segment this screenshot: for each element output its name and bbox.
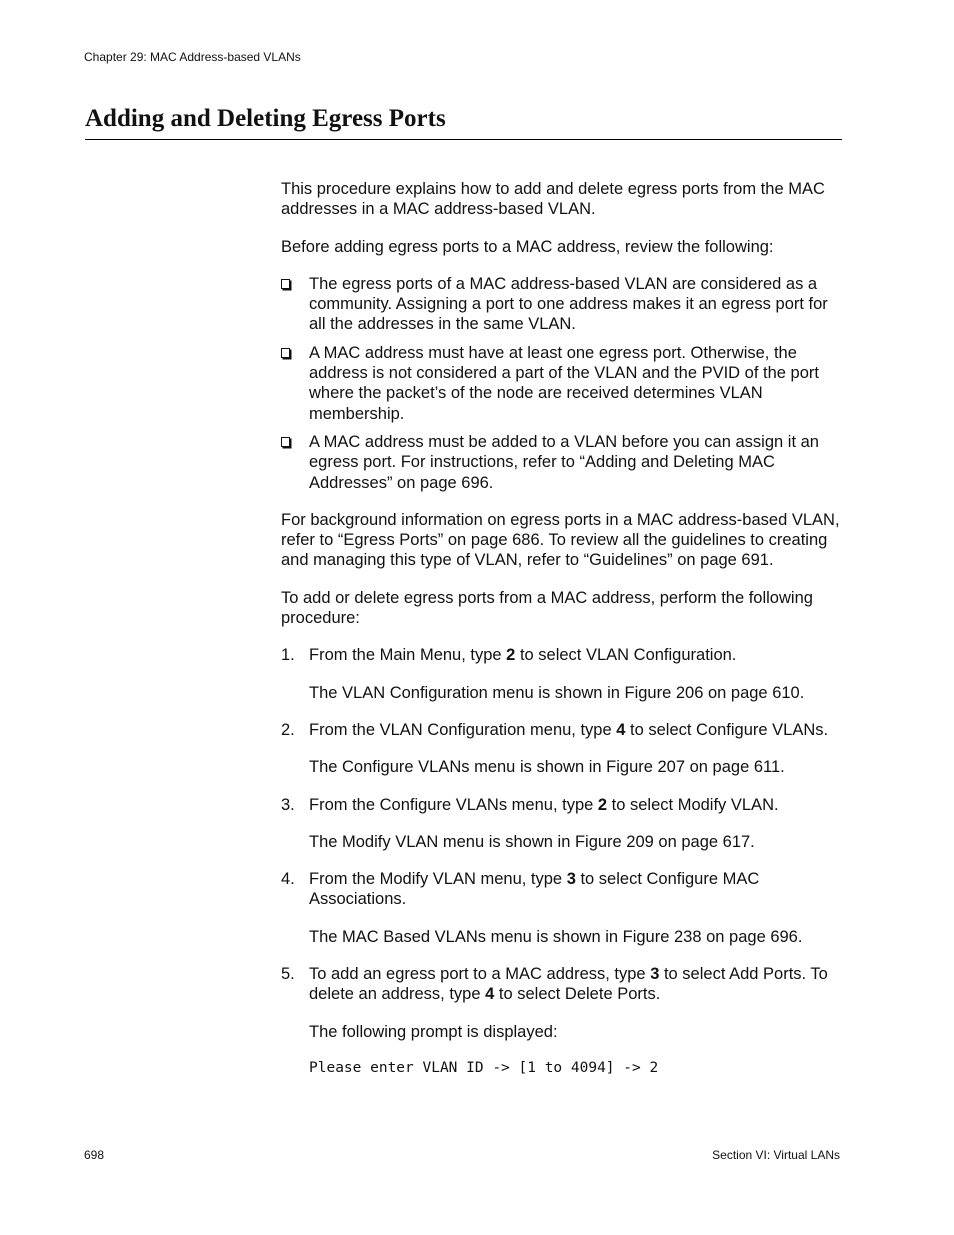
menu-key: 2: [597, 795, 608, 814]
procedure-intro: To add or delete egress ports from a MAC address, perform the following procedure:: [281, 588, 813, 628]
menu-key: 3: [650, 965, 660, 984]
step-item: 4. From the Modify VLAN menu, type 3 to select Configure MAC Associations. The MAC Based VLANs menu is shown in Figure 238 on page 696.: [281, 869, 843, 947]
procedure-steps: [281, 645, 843, 1078]
step-note: The Configure VLANs menu is shown in Figure 207 on page 611.: [309, 758, 785, 777]
review-paragraph: Before adding egress ports to a MAC address, review the following:: [281, 237, 774, 256]
list-item: A MAC address must have at least one egress port. Otherwise, the address is not considered a part of the VLAN and the PVID of the port where the packet’s of the node are received determines VLAN membership.: [281, 343, 843, 424]
menu-key: 3: [566, 870, 576, 889]
step-number: 3.: [281, 795, 295, 814]
step-item: 2. From the VLAN Configuration menu, type 4 to select Configure VLANs. The Configure VLANs menu is shown in Figure 207 on page 611.: [281, 720, 843, 778]
step-number: 5.: [281, 965, 295, 984]
step-item: 1. From the Main Menu, type 2 to select VLAN Configuration. The VLAN Configuration menu is shown in Figure 206 on page 610.: [281, 645, 843, 703]
step-item: 5. To add an egress port to a MAC address, type 3 to select Add Ports. To delete an address, type 4 to select Delete Ports. The following prompt is displayed: Please enter VLAN ID -> [1 to 4094] -> 2: [281, 964, 843, 1078]
menu-key: 4: [485, 985, 495, 1004]
background-paragraph: For background information on egress ports in a MAC address-based VLAN, refer to “Egress Ports” on page 686. To review all the guidelines to creating and managing this type of VLAN, refer to “Guidelines” on page 691.: [281, 510, 840, 570]
console-prompt: Please enter VLAN ID -> [1 to 4094] -> 2: [309, 1059, 659, 1076]
step-note: The following prompt is displayed:: [309, 1022, 558, 1041]
checkbox-bullet-icon: [281, 437, 290, 447]
title-rule: [85, 139, 842, 140]
menu-key: 4: [616, 720, 626, 739]
body-content: [281, 179, 843, 1095]
running-footer: Section VI: Virtual LANs: [712, 1148, 840, 1162]
step-note: The Modify VLAN menu is shown in Figure 209 on page 617.: [309, 832, 755, 851]
running-header: Chapter 29: MAC Address-based VLANs: [84, 50, 301, 64]
menu-key: 2: [506, 646, 516, 665]
checkbox-bullet-icon: [281, 279, 290, 289]
step-number: 1.: [281, 646, 295, 665]
guideline-list: [281, 274, 843, 493]
page-number: 698: [84, 1148, 105, 1162]
intro-paragraph: This procedure explains how to add and delete egress ports from the MAC addresses in a MAC address-based VLAN.: [281, 180, 825, 219]
list-item: A MAC address must be added to a VLAN before you can assign it an egress port. For instructions, refer to “Adding and Deleting MAC Addresses” on page 696.: [281, 432, 843, 493]
list-item: The egress ports of a MAC address-based VLAN are considered as a community. Assigning a port to one address makes it an egress port for all the addresses in the same VLAN.: [281, 274, 843, 335]
step-number: 2.: [281, 720, 295, 739]
step-item: 3. From the Configure VLANs menu, type 2 to select Modify VLAN. The Modify VLAN menu is shown in Figure 209 on page 617.: [281, 795, 843, 853]
step-note: The MAC Based VLANs menu is shown in Figure 238 on page 696.: [309, 927, 803, 946]
section-title: Adding and Deleting Egress Ports: [85, 105, 446, 132]
step-note: The VLAN Configuration menu is shown in Figure 206 on page 610.: [309, 683, 805, 702]
step-number: 4.: [281, 870, 295, 889]
checkbox-bullet-icon: [281, 348, 290, 358]
